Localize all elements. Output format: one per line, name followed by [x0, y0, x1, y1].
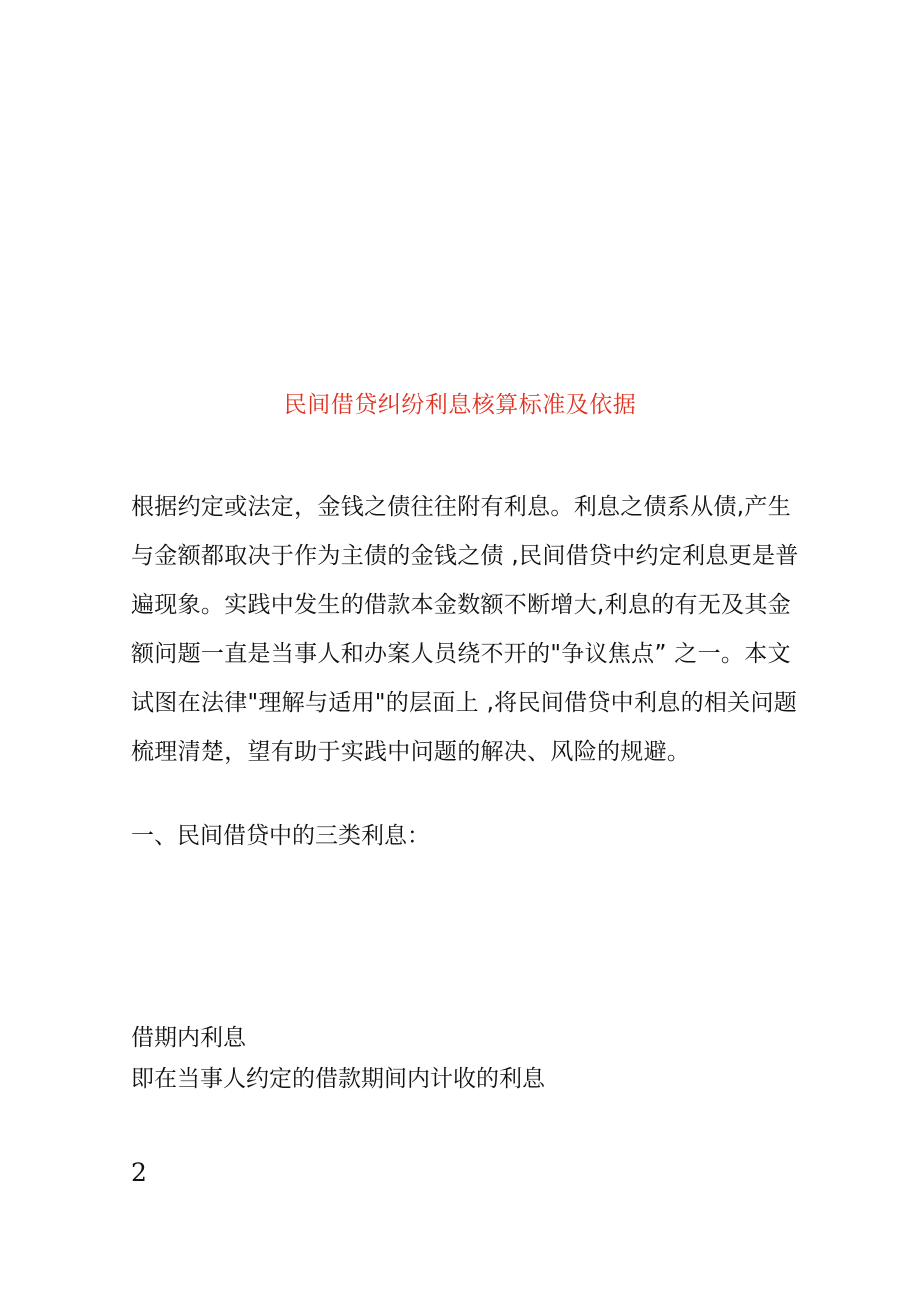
section-heading: 一、民间借贷中的三类利息：: [131, 823, 430, 849]
intro-line: 与金额都取决于作为主债的金钱之债 ,民间借贷中约定利息更是普: [131, 543, 799, 569]
intro-line: 梳理清楚，望有助于实践中问题的解决、风险的规避。: [131, 739, 691, 765]
intro-line: 额问题一直是当事人和办案人员绕不开的"争议焦点” 之一。本文: [131, 641, 791, 667]
intro-line: 遍现象。实践中发生的借款本金数额不断增大,利息的有无及其金: [131, 592, 792, 618]
document-title: 民间借贷纠纷利息核算标准及依据: [283, 392, 637, 418]
intro-paragraph: [131, 483, 799, 777]
page-number: 2: [131, 1158, 147, 1187]
term-label: 借期内利息: [131, 1025, 246, 1051]
intro-line: 根据约定或法定，金钱之债往往附有利息。利息之债系从债,产生: [131, 494, 792, 520]
intro-line: 试图在法律"理解与适用"的层面上 ,将民间借贷中利息的相关问题: [131, 690, 798, 716]
term-description: 即在当事人约定的借款期间内计收的利息: [131, 1066, 545, 1092]
